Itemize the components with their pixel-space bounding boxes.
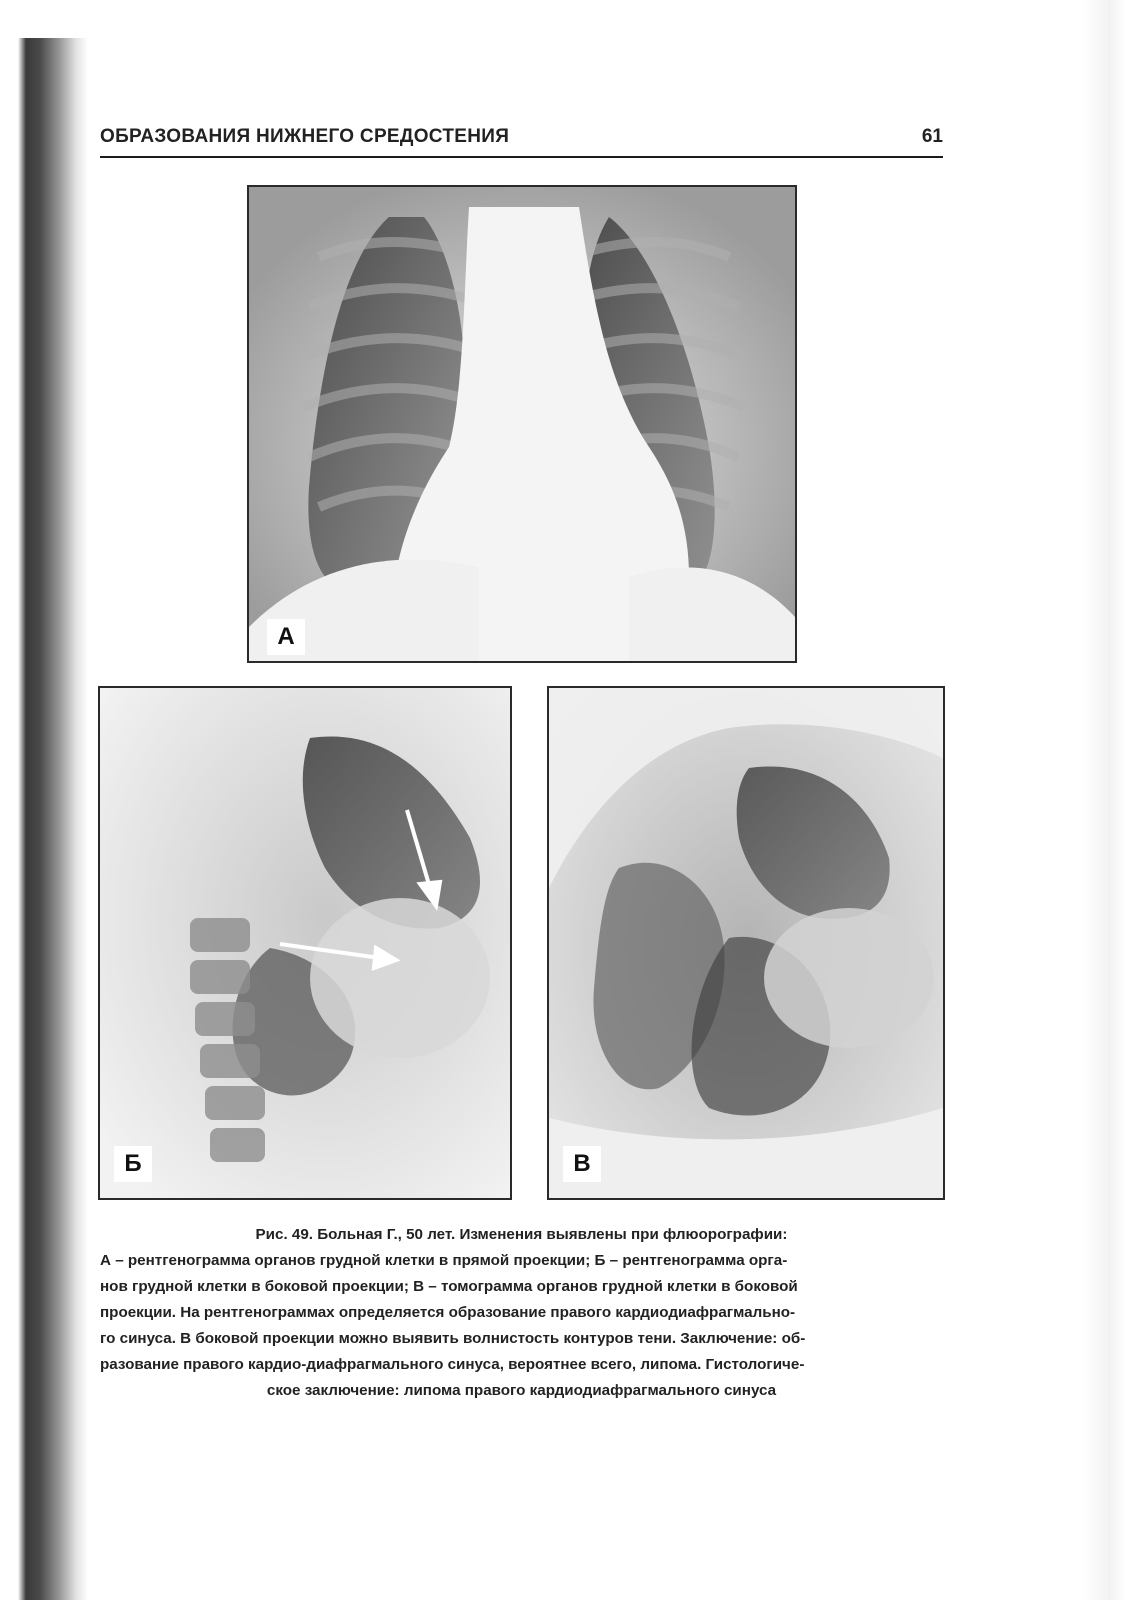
caption-line: А – рентгенограмма органов грудной клетки в прямой проекции; Б – рентгенограмма орга- [100,1252,788,1269]
xray-lateral-image [100,688,510,1198]
xray-frontal-image [249,187,795,661]
figure-label-a: А [267,619,305,655]
top-margin [0,0,1127,38]
page-number: 61 [921,126,943,147]
caption-line: разование правого кардио-диафрагмального синуса, вероятнее всего, липома. Гистологиче- [100,1356,805,1373]
header-title: ОБРАЗОВАНИЯ НИЖНЕГО СРЕДОСТЕНИЯ [100,126,510,147]
caption-line: проекции. На рентгенограммах определяется образование правого кардиодиафрагмально- [100,1304,796,1321]
figure-caption [100,1222,943,1404]
xray-lateral [98,686,512,1200]
tomogram-lateral [547,686,945,1200]
caption-title: Рис. 49. Больная Г., 50 лет. Изменения выявлены при флюорографии: [255,1226,788,1243]
figure-label-b: Б [114,1146,152,1182]
caption-line: нов грудной клетки в боковой проекции; В – томограмма органов грудной клетки в боковой [100,1278,798,1295]
caption-line: го синуса. В боковой проекции можно выявить волнистость контуров тени. Заключение: об- [100,1330,806,1347]
tomogram-lateral-image [549,688,943,1198]
xray-frontal [247,185,797,663]
running-header [100,120,943,158]
caption-last-line: ское заключение: липома правого кардиодиафрагмального синуса [266,1382,777,1399]
book-spine-shadow [0,0,88,1600]
page-edge [1083,0,1127,1600]
figure-label-c: В [563,1146,601,1182]
